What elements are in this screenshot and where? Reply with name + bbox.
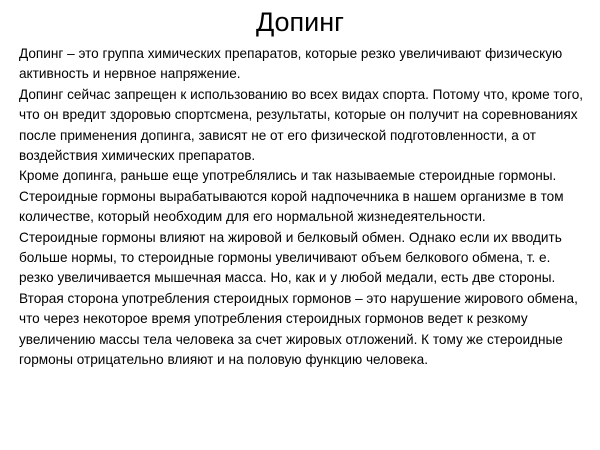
paragraph-steroid-hormones: Кроме допинга, раньше еще употреблялись и так называемые стероидные гормоны. Стероидные гормоны вырабатываются корой надпочечника в нашем организме в том количестве, который необходим для его нормальной жизнедеятельности.	[19, 168, 564, 225]
slide-title: Допинг	[255, 7, 345, 37]
paragraph-metabolism-effect: Стероидные гормоны влияют на жировой и белковый обмен. Однако если их вводить больше нормы, то стероидные гормоны увеличивают объем белкового обмена, т. е. резко увеличивается мышечная масса. Но, как и у любой медали, есть две стороны.	[19, 229, 562, 286]
slide-body-text	[19, 44, 584, 371]
paragraph-second-side: Вторая сторона употребления стероидных гормонов – это нарушение жирового обмена, что через некоторое время употребления стероидных гормонов ведет к резкому увеличению массы тела человека за счет жировых отложений. К тому же стероидные гормоны отрицательно влияют и на половую функцию человека.	[19, 290, 578, 368]
paragraph-doping-definition: Допинг – это группа химических препаратов, которые резко увеличивают физическую активность и нервное напряжение.	[19, 46, 563, 82]
paragraph-doping-ban: Допинг сейчас запрещен к использованию во всех видах спорта. Потому что, кроме того, что он вредит здоровью спортсмена, результаты, которые он получит на соревнованиях после применения допинга, зависят не от его физической подготовленности, а от воздействия химических препаратов.	[19, 86, 584, 164]
